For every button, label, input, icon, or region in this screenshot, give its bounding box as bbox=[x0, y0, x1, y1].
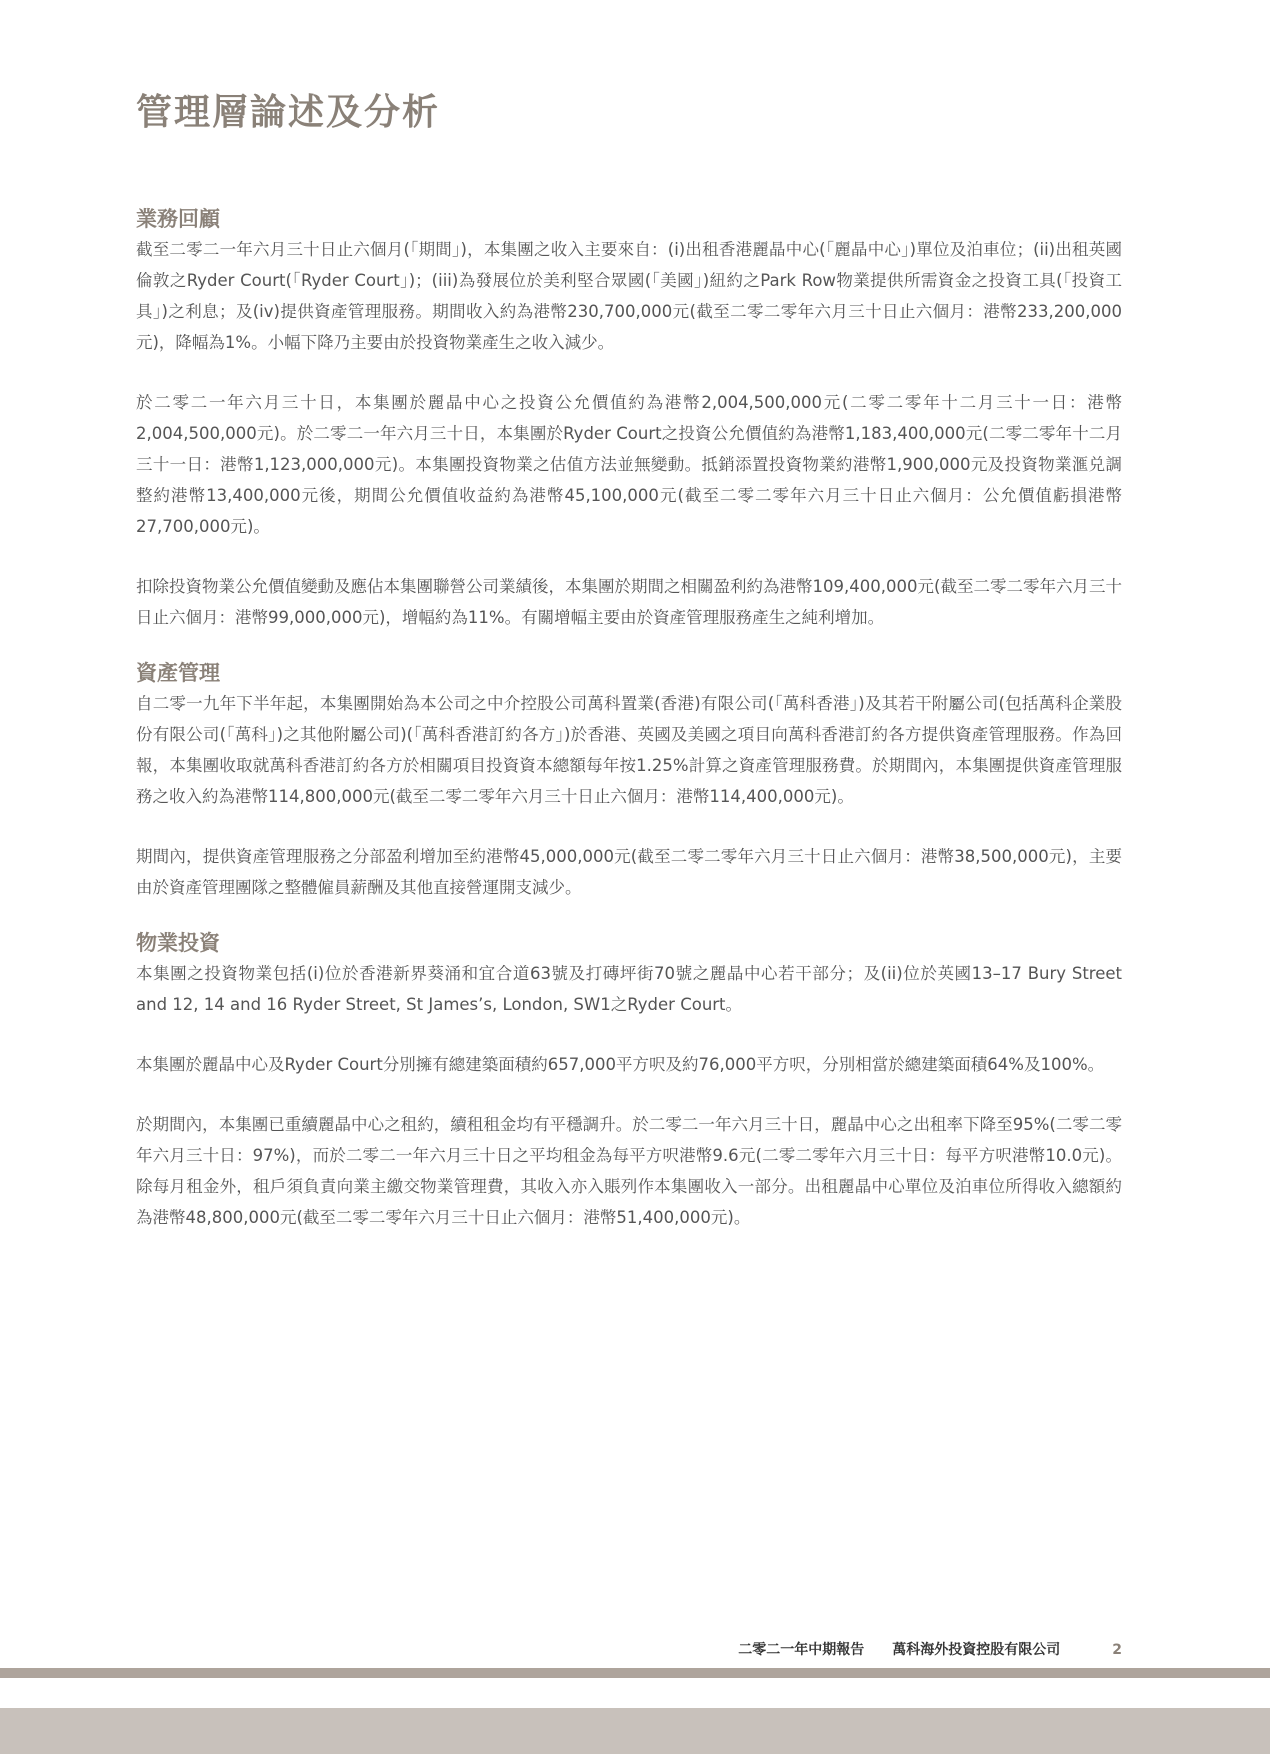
asset-management-paragraph-2: 期間內，提供資產管理服務之分部盈利增加至約港幣45,000,000元(截至二零二零年六月三十日止六個月：港幣38,500,000元)，主要由於資產管理團隊之整體僱員薪酬及其他直接營運開支減少。 bbox=[136, 847, 1122, 897]
section-heading-property-investment: 物業投資 bbox=[136, 931, 220, 955]
footer-report-name: 二零二一年中期報告 bbox=[738, 1642, 865, 1658]
section-heading-business-review: 業務回顧 bbox=[136, 207, 220, 231]
property-investment-paragraph-3: 於期間內，本集團已重續麗晶中心之租約，續租租金均有平穩調升。於二零二一年六月三十日，麗晶中心之出租率下降至95%(二零二零年六月三十日：97%)，而於二零二一年六月三十日之平均租金為每平方呎港幣9.6元(二零二零年六月三十日：每平方呎港幣10.0元)。除每月租金外，租戶須負責向業主繳交物業管理費，其收入亦入賬列作本集團收入一部分。出租麗晶中心單位及泊車位所得收入總額約為港幣48,800,000元(截至二零二零年六月三十日止六個月：港幣51,400,000元)。 bbox=[136, 1115, 1122, 1227]
section-property-investment bbox=[136, 928, 1122, 1233]
business-review-paragraph-3: 扣除投資物業公允價值變動及應佔本集團聯營公司業績後，本集團於期間之相關盈利約為港幣109,400,000元(截至二零二零年六月三十日止六個月：港幣99,000,000元)，增幅約為11%。有關增幅主要由於資產管理服務產生之純利增加。 bbox=[136, 577, 1122, 627]
property-investment-paragraph-1: 本集團之投資物業包括(i)位於香港新界葵涌和宜合道63號及打磚坪街70號之麗晶中心若干部分；及(ii)位於英國13–17 Bury Street and 12, 14 and 16 Ryder Street, St James’s, London, SW1之Ryder Court。 bbox=[136, 964, 1122, 1014]
footer-band-thin bbox=[0, 1668, 1270, 1678]
page-title: 管理層論述及分析 bbox=[136, 92, 441, 133]
section-asset-management bbox=[136, 658, 1122, 903]
business-review-paragraph-2: 於二零二一年六月三十日，本集團於麗晶中心之投資公允價值約為港幣2,004,500,000元(二零二零年十二月三十一日：港幣2,004,500,000元)。於二零二一年六月三十日，本集團於Ryder Court之投資公允價值約為港幣1,183,400,000元(二零二零年十二月三十一日：港幣1,123,000,000元)。本集團投資物業之估值方法並無變動。抵銷添置投資物業約港幣1,900,000元及投資物業滙兑調整約港幣13,400,000元後，期間公允價值收益約為港幣45,100,000元(截至二零二零年六月三十日止六個月：公允價值虧損港幣27,700,000元)。 bbox=[136, 393, 1122, 536]
page-number: 2 bbox=[1112, 1642, 1122, 1658]
section-business-review bbox=[136, 204, 1122, 633]
business-review-paragraph-1: 截至二零二一年六月三十日止六個月(「期間」)，本集團之收入主要來自：(i)出租香港麗晶中心(「麗晶中心」)單位及泊車位；(ii)出租英國倫敦之Ryder Court(「Ryder Court」)；(iii)為發展位於美利堅合眾國(「美國」)紐約之Park Row物業提供所需資金之投資工具(「投資工具」)之利息；及(iv)提供資產管理服務。期間收入約為港幣230,700,000元(截至二零二零年六月三十日止六個月：港幣233,200,000元)，降幅為1%。小幅下降乃主要由於投資物業產生之收入減少。 bbox=[136, 240, 1122, 352]
main-content bbox=[136, 204, 1122, 1233]
footer-band-thick bbox=[0, 1708, 1270, 1754]
property-investment-paragraph-2: 本集團於麗晶中心及Ryder Court分別擁有總建築面積約657,000平方呎及約76,000平方呎，分別相當於總建築面積64%及100%。 bbox=[136, 1055, 1105, 1074]
footer-company-name: 萬科海外投資控股有限公司 bbox=[892, 1642, 1061, 1658]
page-footer bbox=[738, 1638, 1122, 1662]
section-heading-asset-management: 資產管理 bbox=[136, 661, 220, 685]
asset-management-paragraph-1: 自二零一九年下半年起，本集團開始為本公司之中介控股公司萬科置業(香港)有限公司(「萬科香港」)及其若干附屬公司(包括萬科企業股份有限公司(「萬科」)之其他附屬公司)(「萬科香港訂約各方」)於香港、英國及美國之項目向萬科香港訂約各方提供資產管理服務。作為回報，本集團收取就萬科香港訂約各方於相關項目投資資本總額每年按1.25%計算之資產管理服務費。於期間內，本集團提供資產管理服務之收入約為港幣114,800,000元(截至二零二零年六月三十日止六個月：港幣114,400,000元)。 bbox=[136, 694, 1122, 806]
